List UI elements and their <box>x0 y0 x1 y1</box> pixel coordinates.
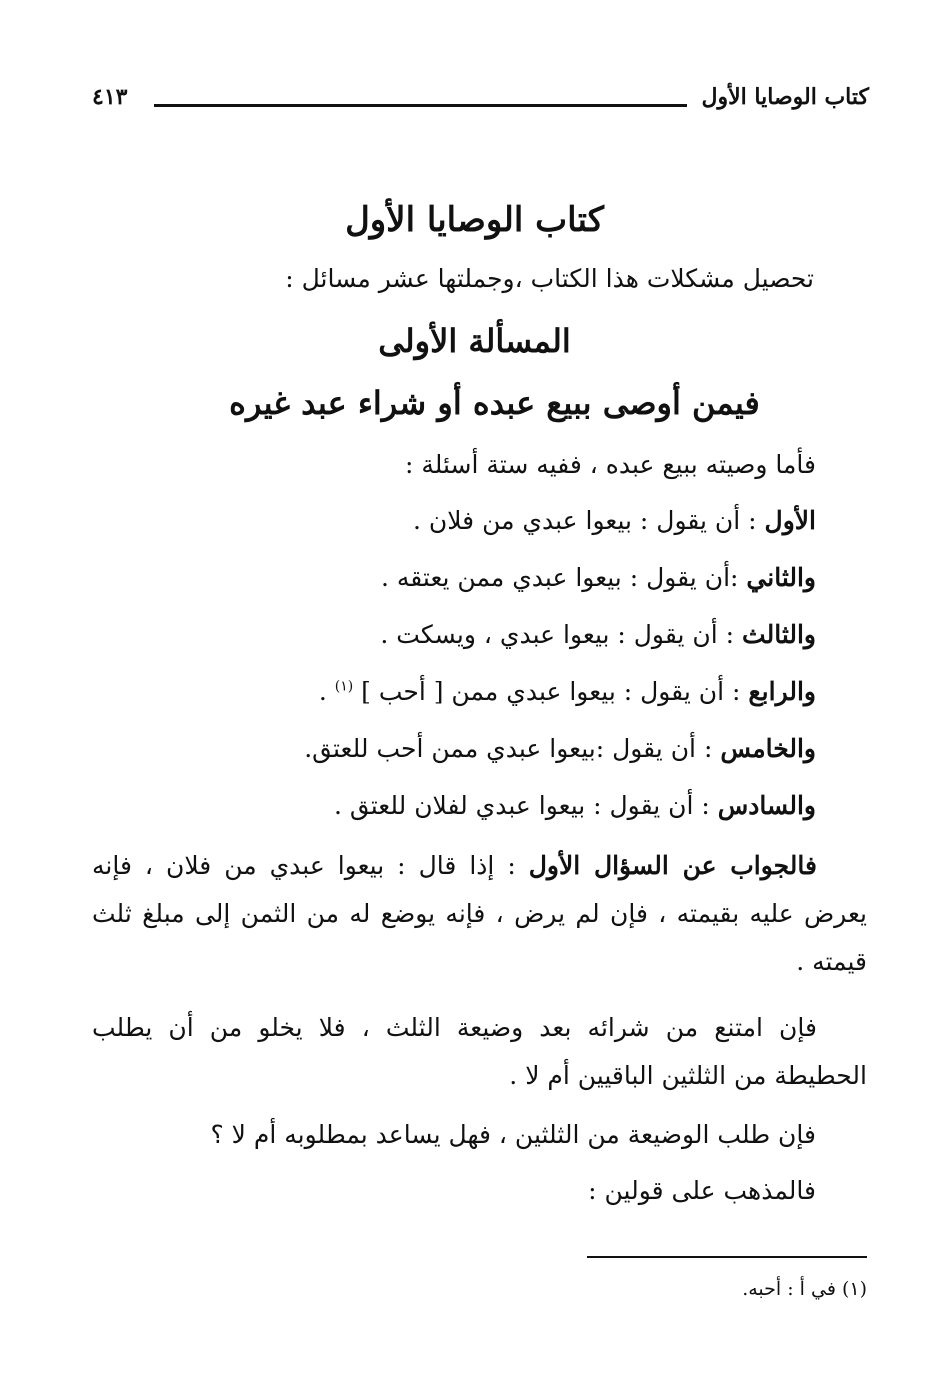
question-text: أن يقول : بيعوا عبدي لفلان للعتق . <box>334 791 694 820</box>
question-label: الأول <box>764 506 816 535</box>
section-title: المسألة الأولى <box>378 322 571 360</box>
question-4 <box>319 677 816 706</box>
intro-line: تحصيل مشكلات هذا الكتاب ،وجملتها عشر مسائل : <box>285 264 814 293</box>
question-text: أن يقول :بيعوا عبدي ممن أحب للعتق. <box>304 734 697 763</box>
paragraph-2 <box>92 1004 867 1100</box>
question-text: أن يقول : بيعوا عبدي من فلان . <box>413 506 741 535</box>
question-2 <box>381 563 816 592</box>
question-1 <box>413 506 816 535</box>
running-title: كتاب الوصايا الأول <box>701 84 869 110</box>
question-5 <box>304 734 816 763</box>
question-sep: : <box>724 677 749 706</box>
question-tail: . <box>318 677 335 706</box>
page-number: ٤١٣ <box>92 84 128 110</box>
question-sep: : <box>693 791 718 820</box>
question-text: أن يقول : بيعوا عبدي ممن يعتقه . <box>380 563 731 592</box>
question-label: والثالث <box>742 620 816 649</box>
question-label: والرابع <box>748 677 816 706</box>
line-3: فإن طلب الوضيعة من الثلثين ، فهل يساعد بمطلوبه أم لا ؟ <box>210 1120 816 1149</box>
answer-label: فالجواب عن السؤال الأول <box>528 851 817 880</box>
running-header <box>92 84 869 124</box>
header-rule <box>154 104 687 107</box>
footnote-ref: (١) <box>334 678 354 695</box>
opening-line: فأما وصيته ببيع عبده ، ففيه ستة أسئلة : <box>404 450 816 479</box>
section-subtitle: فيمن أوصى ببيع عبده أو شراء عبد غيره <box>229 384 760 422</box>
footnote-rule <box>587 1256 867 1258</box>
question-text: أن يقول : بيعوا عبدي ، ويسكت . <box>380 620 718 649</box>
question-sep: : <box>740 506 765 535</box>
paragraph-2-text: فإن امتنع من شرائه بعد وضيعة الثلث ، فلا يخلو من أن يطلب الحطيطة من الثلثين الباقيين أم لا . <box>92 1013 867 1090</box>
question-3 <box>380 620 816 649</box>
footnote: (١) في أ : أحبه. <box>742 1278 867 1300</box>
question-6 <box>334 791 816 820</box>
question-label: والخامس <box>720 734 816 763</box>
question-sep: : <box>696 734 721 763</box>
question-text: أن يقول : بيعوا عبدي ممن [ أحب ] <box>361 677 725 706</box>
question-sep: : <box>730 563 747 592</box>
question-label: والسادس <box>717 791 816 820</box>
answer-text: : إذا قال : بيعوا عبدي من فلان ، فإنه يعرض عليه بقيمته ، فإن لم يرض ، فإنه يوضع له من الثمن إلى مبلغ ثلث قيمته . <box>92 851 867 976</box>
chapter-title: كتاب الوصايا الأول <box>345 200 604 240</box>
question-label: والثاني <box>746 563 816 592</box>
line-4: فالمذهب على قولين : <box>588 1176 816 1205</box>
answer-paragraph <box>92 842 867 986</box>
question-sep: : <box>717 620 743 649</box>
